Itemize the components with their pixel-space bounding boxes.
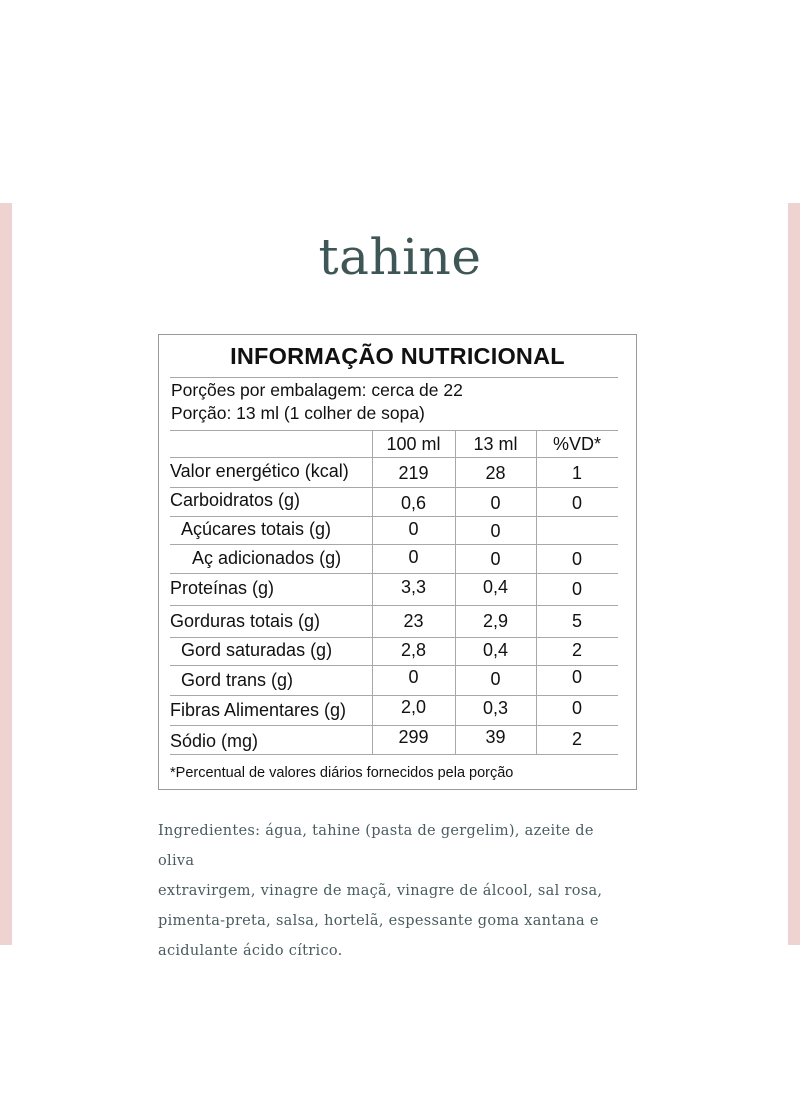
row-label: Fibras Alimentares (g): [170, 700, 347, 720]
row-value-100ml: 0,6: [400, 493, 427, 513]
row-value-100ml: 3,3: [400, 577, 427, 597]
row-value-100ml: 299: [398, 727, 429, 747]
row-label: Aç adicionados (g): [192, 548, 342, 568]
row-value-vd: 0: [571, 549, 582, 569]
row-value-100ml: 219: [398, 463, 429, 483]
divider: [170, 377, 618, 378]
row-value-13ml: 39: [485, 727, 506, 747]
product-title: tahine: [318, 228, 482, 286]
divider: [170, 487, 618, 488]
divider: [170, 725, 618, 726]
row-label: Açúcares totais (g): [181, 519, 332, 539]
row-value-vd: 0: [571, 667, 582, 687]
row-value-100ml: 0: [408, 547, 419, 567]
divider: [170, 665, 618, 666]
nutrition-facts-table: [158, 334, 637, 790]
column-header-100ml: 100 ml: [386, 434, 441, 454]
row-value-vd: 1: [571, 463, 582, 483]
row-label: Gorduras totais (g): [170, 611, 321, 631]
row-label: Carboidratos (g): [170, 490, 301, 510]
left-decorative-bar: [0, 203, 12, 945]
row-value-13ml: 0: [490, 521, 501, 541]
row-value-vd: 2: [571, 729, 582, 749]
divider: [170, 754, 618, 755]
divider: [170, 430, 618, 431]
divider: [170, 695, 618, 696]
row-value-13ml: 2,9: [482, 611, 509, 631]
right-decorative-bar: [788, 203, 800, 945]
divider: [170, 457, 618, 458]
ingredients-line: acidulante ácido cítrico.: [158, 943, 343, 959]
row-value-13ml: 0: [490, 549, 501, 569]
row-value-13ml: 0,4: [482, 640, 509, 660]
servings-per-package: Porções por embalagem: cerca de 22: [171, 380, 463, 400]
row-label: Gord trans (g): [181, 670, 294, 690]
row-value-100ml: 0: [408, 667, 419, 687]
row-label: Gord saturadas (g): [181, 640, 333, 660]
divider: [170, 605, 618, 606]
ingredients-line: Ingredientes: água, tahine (pasta de gergelim), azeite de oliva: [158, 823, 594, 869]
ingredients-line: extravirgem, vinagre de maçã, vinagre de álcool, sal rosa,: [158, 883, 603, 899]
divider: [170, 516, 618, 517]
row-value-13ml: 0,3: [482, 698, 509, 718]
serving-size: Porção: 13 ml (1 colher de sopa): [171, 403, 425, 423]
row-value-13ml: 0: [490, 669, 501, 689]
row-value-100ml: 23: [403, 611, 424, 631]
row-value-vd: 2: [571, 640, 582, 660]
ingredients-line: pimenta-preta, salsa, hortelã, espessante goma xantana e: [158, 913, 599, 929]
row-value-vd: 5: [571, 611, 582, 631]
divider: [170, 573, 618, 574]
column-header-vd: %VD*: [552, 434, 601, 454]
row-value-vd: 0: [571, 579, 582, 599]
divider: [170, 544, 618, 545]
row-value-100ml: 2,0: [400, 697, 427, 717]
ingredients-text: [158, 816, 628, 966]
row-label: Valor energético (kcal): [170, 461, 349, 481]
row-value-13ml: 0: [490, 493, 501, 513]
column-header-13ml: 13 ml: [473, 434, 518, 454]
row-value-13ml: 0,4: [482, 577, 509, 597]
row-value-vd: 0: [571, 493, 582, 513]
nutrition-footnote: *Percentual de valores diários fornecidos pela porção: [170, 765, 514, 781]
row-value-100ml: 2,8: [400, 640, 427, 660]
divider: [170, 637, 618, 638]
row-value-100ml: 0: [408, 519, 419, 539]
row-label: Sódio (mg): [170, 731, 259, 751]
row-value-13ml: 28: [485, 463, 506, 483]
nutrition-heading: INFORMAÇÃO NUTRICIONAL: [230, 343, 565, 369]
row-value-vd: 0: [571, 698, 582, 718]
row-label: Proteínas (g): [170, 578, 275, 598]
